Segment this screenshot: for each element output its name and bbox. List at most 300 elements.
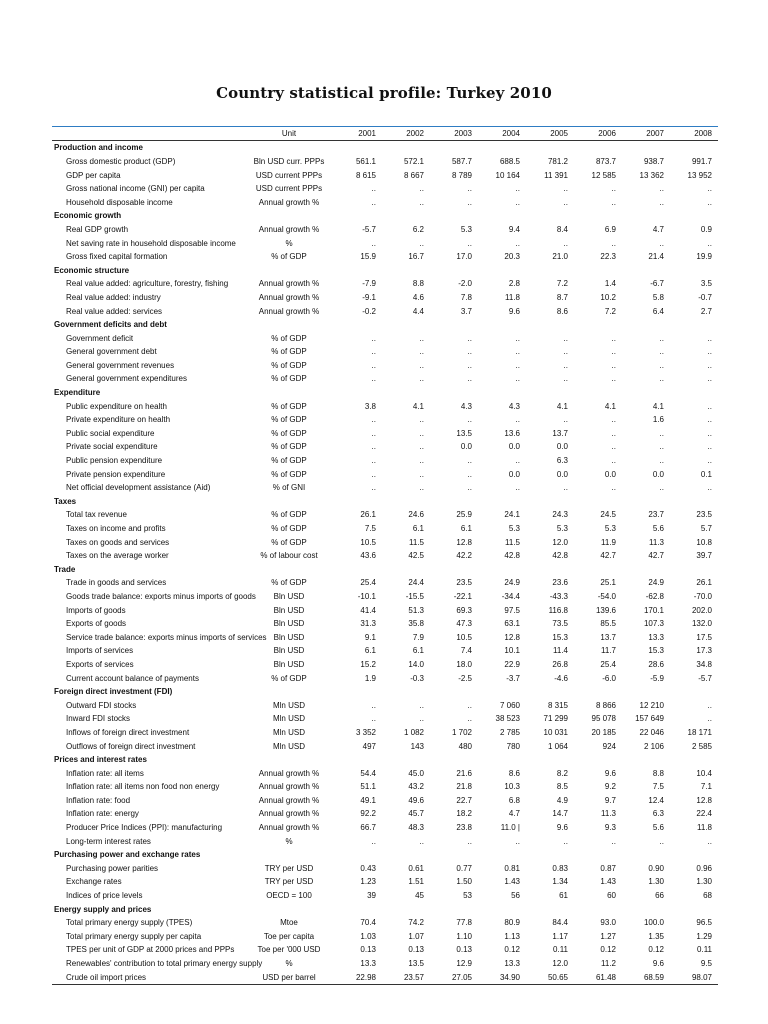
- value-cell: ..: [563, 483, 568, 493]
- value-cell: 10.3: [504, 782, 520, 792]
- indicator-label: Household disposable income: [66, 197, 173, 207]
- value-cell: 17.0: [456, 252, 472, 262]
- value-cell: 17.5: [696, 632, 712, 642]
- value-cell: 21.0: [552, 252, 568, 262]
- value-cell: 2 785: [499, 727, 520, 737]
- unit-cell: Mln USD: [272, 700, 305, 710]
- value-cell: 15.3: [648, 646, 664, 656]
- value-cell: 1.17: [552, 931, 568, 941]
- value-cell: ..: [659, 456, 664, 466]
- value-cell: ..: [419, 347, 424, 357]
- value-cell: ..: [515, 238, 520, 248]
- value-cell: 66: [655, 891, 664, 901]
- value-cell: ..: [563, 184, 568, 194]
- value-cell: 6.8: [508, 795, 520, 805]
- indicator-label: Public social expenditure: [66, 428, 155, 438]
- value-cell: 116.8: [548, 605, 568, 615]
- value-cell: 49.1: [360, 795, 376, 805]
- value-cell: 19.9: [696, 252, 712, 262]
- section-row: [52, 753, 718, 767]
- value-cell: 0.9: [700, 224, 712, 234]
- value-cell: 24.9: [504, 578, 520, 588]
- table-header: [52, 127, 718, 141]
- value-cell: ..: [515, 333, 520, 343]
- table-row: [52, 549, 718, 563]
- indicator-label: Public expenditure on health: [66, 401, 167, 411]
- value-cell: ..: [659, 360, 664, 370]
- value-cell: 8.4: [556, 224, 568, 234]
- value-cell: 68.59: [643, 972, 664, 982]
- value-cell: -62.8: [645, 591, 664, 601]
- value-cell: 1.10: [456, 931, 472, 941]
- value-cell: 139.6: [595, 605, 616, 615]
- value-cell: 84.4: [552, 918, 568, 928]
- value-cell: -7.9: [362, 279, 376, 289]
- value-cell: 1.07: [408, 931, 424, 941]
- value-cell: 5.3: [604, 524, 616, 534]
- value-cell: 21.6: [456, 768, 472, 778]
- value-cell: 781.2: [547, 156, 568, 166]
- value-cell: ..: [515, 415, 520, 425]
- table-row: [52, 889, 718, 903]
- indicator-label: Real value added: industry: [66, 292, 161, 302]
- value-cell: 95 078: [591, 714, 616, 724]
- section-row: [52, 209, 718, 223]
- indicator-label: Taxes on income and profits: [66, 524, 166, 534]
- value-cell: ..: [419, 428, 424, 438]
- value-cell: 0.83: [552, 863, 568, 873]
- value-cell: 0.13: [408, 945, 424, 955]
- unit-cell: Annual growth %: [258, 795, 320, 805]
- value-cell: ..: [659, 442, 664, 452]
- table-row: [52, 155, 718, 169]
- indicator-label: General government debt: [66, 347, 157, 357]
- unit-cell: % of GDP: [271, 252, 307, 262]
- value-cell: 0.12: [504, 945, 520, 955]
- unit-cell: USD current PPPs: [255, 184, 323, 194]
- table-row: [52, 508, 718, 522]
- value-cell: ..: [515, 456, 520, 466]
- table-row: [52, 440, 718, 454]
- unit-cell: Annual growth %: [258, 224, 320, 234]
- value-cell: 9.7: [604, 795, 616, 805]
- value-cell: ..: [419, 374, 424, 384]
- value-cell: 14.7: [552, 809, 568, 819]
- value-cell: 8.8: [652, 768, 664, 778]
- unit-cell: Annual growth %: [258, 823, 320, 833]
- value-cell: ..: [611, 836, 616, 846]
- value-cell: 23.7: [648, 510, 664, 520]
- value-cell: -10.1: [357, 591, 376, 601]
- indicator-label: Renewables' contribution to total primary energy supply: [66, 959, 263, 969]
- value-cell: 4.3: [508, 401, 520, 411]
- value-cell: 25.4: [600, 659, 616, 669]
- value-cell: 780: [506, 741, 520, 751]
- value-cell: 6.1: [412, 524, 424, 534]
- value-cell: 42.8: [504, 551, 520, 561]
- indicator-label: Private expenditure on health: [66, 415, 171, 425]
- value-cell: ..: [371, 456, 376, 466]
- value-cell: ..: [467, 347, 472, 357]
- value-cell: 34.90: [499, 972, 520, 982]
- header-year: 2002: [406, 129, 424, 138]
- table-row: [52, 250, 718, 264]
- value-cell: 170.1: [643, 605, 664, 615]
- value-cell: 991.7: [691, 156, 712, 166]
- value-cell: 2.8: [508, 279, 520, 289]
- table-row: [52, 739, 718, 753]
- indicator-label: General government revenues: [66, 360, 175, 370]
- value-cell: 15.2: [360, 659, 376, 669]
- value-cell: 1.9: [364, 673, 376, 683]
- value-cell: 20 185: [591, 727, 616, 737]
- table-row: [52, 712, 718, 726]
- value-cell: ..: [563, 238, 568, 248]
- value-cell: 4.1: [556, 401, 568, 411]
- value-cell: ..: [563, 415, 568, 425]
- value-cell: ..: [707, 333, 712, 343]
- section-row: [52, 685, 718, 699]
- value-cell: 132.0: [691, 619, 712, 629]
- value-cell: 11 391: [544, 170, 568, 180]
- value-cell: 35.8: [408, 619, 424, 629]
- value-cell: -43.3: [549, 591, 568, 601]
- value-cell: 13.3: [504, 959, 520, 969]
- value-cell: 22 046: [639, 727, 664, 737]
- table-row: [52, 807, 718, 821]
- value-cell: ..: [707, 360, 712, 370]
- value-cell: 0.77: [456, 863, 472, 873]
- value-cell: ..: [707, 714, 712, 724]
- value-cell: 21.8: [456, 782, 472, 792]
- value-cell: 14.0: [408, 659, 424, 669]
- value-cell: ..: [611, 428, 616, 438]
- value-cell: 60: [607, 891, 616, 901]
- value-cell: 0.87: [600, 863, 616, 873]
- value-cell: 0.43: [360, 863, 376, 873]
- value-cell: 61.48: [595, 972, 616, 982]
- value-cell: 10.8: [696, 537, 712, 547]
- unit-cell: Bln USD: [273, 659, 305, 669]
- value-cell: 1.35: [648, 931, 664, 941]
- value-cell: ..: [611, 197, 616, 207]
- value-cell: 69.3: [456, 605, 472, 615]
- unit-cell: % of GDP: [271, 537, 307, 547]
- value-cell: 1.29: [696, 931, 712, 941]
- value-cell: ..: [707, 483, 712, 493]
- value-cell: ..: [707, 836, 712, 846]
- table-row: [52, 631, 718, 645]
- table-row: [52, 617, 718, 631]
- unit-cell: Bln USD: [273, 632, 305, 642]
- section-heading: Trade: [54, 564, 76, 574]
- value-cell: 2.7: [700, 306, 712, 316]
- indicator-label: Net official development assistance (Aid): [66, 483, 211, 493]
- value-cell: ..: [611, 360, 616, 370]
- indicator-label: Inflation rate: food: [66, 795, 131, 805]
- value-cell: 13.3: [360, 959, 376, 969]
- value-cell: 4.3: [460, 401, 472, 411]
- unit-cell: Annual growth %: [258, 197, 320, 207]
- value-cell: ..: [371, 700, 376, 710]
- value-cell: 11.0 |: [500, 823, 520, 833]
- value-cell: 6.9: [604, 224, 616, 234]
- indicator-label: Inflation rate: all items: [66, 768, 144, 778]
- indicator-label: Exchange rates: [66, 877, 122, 887]
- value-cell: 22.9: [504, 659, 520, 669]
- value-cell: 24.4: [408, 578, 424, 588]
- value-cell: 56: [511, 891, 520, 901]
- value-cell: ..: [467, 333, 472, 343]
- value-cell: 15.9: [360, 252, 376, 262]
- value-cell: 10.4: [696, 768, 712, 778]
- value-cell: 92.2: [360, 809, 376, 819]
- value-cell: 4.1: [652, 401, 664, 411]
- value-cell: ..: [659, 333, 664, 343]
- value-cell: ..: [515, 360, 520, 370]
- value-cell: 6.3: [652, 809, 664, 819]
- table-row: [52, 658, 718, 672]
- value-cell: 1.43: [600, 877, 616, 887]
- value-cell: 0.81: [504, 863, 520, 873]
- value-cell: -9.1: [362, 292, 376, 302]
- table-row: [52, 576, 718, 590]
- table-row: [52, 427, 718, 441]
- value-cell: 0.90: [648, 863, 664, 873]
- indicator-label: Inflation rate: all items non food non energy: [66, 782, 220, 792]
- value-cell: -0.3: [410, 673, 424, 683]
- value-cell: 4.9: [556, 795, 568, 805]
- value-cell: 13.7: [600, 632, 616, 642]
- unit-cell: Bln USD: [273, 605, 305, 615]
- value-cell: 1.4: [604, 279, 616, 289]
- value-cell: 5.6: [652, 823, 664, 833]
- table-row: [52, 182, 718, 196]
- value-cell: 10 031: [543, 727, 568, 737]
- statistics-table: [52, 126, 718, 985]
- value-cell: 0.0: [460, 442, 472, 452]
- value-cell: 7.8: [460, 292, 472, 302]
- value-cell: ..: [467, 714, 472, 724]
- value-cell: 12.8: [456, 537, 472, 547]
- value-cell: 1 702: [451, 727, 472, 737]
- value-cell: 1 082: [403, 727, 424, 737]
- indicator-label: Real value added: agriculture, forestry, fishing: [66, 279, 229, 289]
- indicator-label: Gross national income (GNI) per capita: [66, 184, 205, 194]
- section-row: [52, 495, 718, 509]
- value-cell: 34.8: [696, 659, 712, 669]
- unit-cell: OECD = 100: [266, 891, 312, 901]
- value-cell: ..: [659, 238, 664, 248]
- header-row: [52, 127, 718, 141]
- value-cell: 98.07: [691, 972, 712, 982]
- value-cell: 70.4: [360, 918, 376, 928]
- indicator-label: Public pension expenditure: [66, 456, 163, 466]
- unit-cell: % of GDP: [271, 524, 307, 534]
- value-cell: 49.6: [408, 795, 424, 805]
- value-cell: 7.5: [364, 524, 376, 534]
- value-cell: 26.1: [360, 510, 376, 520]
- value-cell: 1.6: [652, 415, 664, 425]
- value-cell: 21.4: [648, 252, 664, 262]
- value-cell: 4.4: [412, 306, 424, 316]
- indicator-label: Imports of goods: [66, 605, 126, 615]
- table-row: [52, 535, 718, 549]
- value-cell: 9.1: [364, 632, 376, 642]
- value-cell: ..: [371, 836, 376, 846]
- value-cell: 23.6: [552, 578, 568, 588]
- unit-cell: Annual growth %: [258, 279, 320, 289]
- value-cell: 6.4: [652, 306, 664, 316]
- section-heading: Energy supply and prices: [54, 904, 152, 914]
- value-cell: ..: [611, 456, 616, 466]
- indicator-label: Inflows of foreign direct investment: [66, 727, 190, 737]
- value-cell: 61: [559, 891, 568, 901]
- table-row: [52, 767, 718, 781]
- value-cell: -34.4: [501, 591, 520, 601]
- value-cell: ..: [659, 197, 664, 207]
- value-cell: 11.7: [601, 646, 616, 656]
- value-cell: 572.1: [403, 156, 424, 166]
- value-cell: ..: [419, 469, 424, 479]
- section-row: [52, 141, 718, 155]
- section-row: [52, 563, 718, 577]
- value-cell: ..: [371, 184, 376, 194]
- unit-cell: Bln USD: [273, 646, 305, 656]
- value-cell: 68: [703, 891, 712, 901]
- value-cell: ..: [611, 374, 616, 384]
- value-cell: 1.23: [360, 877, 376, 887]
- value-cell: 11.4: [553, 646, 568, 656]
- value-cell: 3.5: [700, 279, 712, 289]
- value-cell: 0.0: [556, 442, 568, 452]
- value-cell: 7.5: [652, 782, 664, 792]
- table-row: [52, 196, 718, 210]
- indicator-label: Inward FDI stocks: [66, 714, 131, 724]
- value-cell: ..: [371, 347, 376, 357]
- table-row: [52, 277, 718, 291]
- value-cell: 18 171: [687, 727, 712, 737]
- indicator-label: Producer Price Indices (PPI): manufacturing: [66, 823, 223, 833]
- indicator-label: Net saving rate in household disposable income: [66, 238, 236, 248]
- value-cell: 12.8: [696, 795, 712, 805]
- value-cell: -0.7: [698, 292, 712, 302]
- value-cell: 10.5: [456, 632, 472, 642]
- unit-cell: % of GDP: [271, 456, 307, 466]
- value-cell: 80.9: [504, 918, 520, 928]
- value-cell: ..: [563, 347, 568, 357]
- value-cell: 3.8: [364, 401, 376, 411]
- table-row: [52, 794, 718, 808]
- value-cell: 6.3: [556, 456, 568, 466]
- unit-cell: Annual growth %: [258, 809, 320, 819]
- value-cell: 22.4: [696, 809, 712, 819]
- value-cell: 20.3: [504, 252, 520, 262]
- value-cell: ..: [611, 333, 616, 343]
- indicator-label: Outflows of foreign direct investment: [66, 741, 196, 751]
- value-cell: 0.13: [360, 945, 376, 955]
- value-cell: 2 585: [691, 741, 712, 751]
- header-year: 2001: [358, 129, 376, 138]
- table-row: [52, 413, 718, 427]
- value-cell: 25.4: [360, 578, 376, 588]
- section-heading: Economic structure: [54, 265, 130, 275]
- value-cell: ..: [419, 184, 424, 194]
- unit-cell: Annual growth %: [258, 782, 320, 792]
- indicator-label: Taxes on goods and services: [66, 537, 170, 547]
- value-cell: 0.61: [408, 863, 424, 873]
- value-cell: 9.6: [652, 959, 664, 969]
- value-cell: 12 210: [639, 700, 664, 710]
- value-cell: 9.6: [508, 306, 520, 316]
- unit-cell: % of GDP: [271, 415, 307, 425]
- value-cell: ..: [707, 347, 712, 357]
- section-heading: Government deficits and debt: [54, 320, 167, 330]
- indicator-label: Exports of services: [66, 659, 134, 669]
- value-cell: 12 585: [591, 170, 616, 180]
- value-cell: -0.2: [362, 306, 376, 316]
- value-cell: 688.5: [499, 156, 520, 166]
- unit-cell: %: [285, 959, 293, 969]
- value-cell: 8 667: [403, 170, 424, 180]
- unit-cell: Bln USD: [273, 619, 305, 629]
- table-row: [52, 726, 718, 740]
- table-row: [52, 291, 718, 305]
- value-cell: 1.34: [552, 877, 568, 887]
- value-cell: ..: [611, 442, 616, 452]
- value-cell: ..: [467, 483, 472, 493]
- header-year: 2004: [502, 129, 520, 138]
- header-year: 2005: [550, 129, 568, 138]
- value-cell: 9.5: [700, 959, 712, 969]
- indicator-label: Indices of price levels: [66, 891, 143, 901]
- indicator-label: Imports of services: [66, 646, 134, 656]
- value-cell: 7.2: [556, 279, 568, 289]
- value-cell: 8.5: [556, 782, 568, 792]
- value-cell: 3.7: [460, 306, 472, 316]
- value-cell: 1.50: [456, 877, 472, 887]
- value-cell: 7.2: [604, 306, 616, 316]
- value-cell: ..: [467, 836, 472, 846]
- table-row: [52, 590, 718, 604]
- value-cell: 1.30: [696, 877, 712, 887]
- value-cell: 48.3: [408, 823, 424, 833]
- value-cell: 96.5: [696, 918, 712, 928]
- table-row: [52, 862, 718, 876]
- value-cell: 28.6: [648, 659, 664, 669]
- unit-cell: Annual growth %: [258, 292, 320, 302]
- unit-cell: Bln USD: [273, 591, 305, 601]
- value-cell: 18.2: [456, 809, 472, 819]
- value-cell: 73.5: [552, 619, 568, 629]
- value-cell: -2.5: [458, 673, 472, 683]
- value-cell: ..: [371, 197, 376, 207]
- section-row: [52, 848, 718, 862]
- value-cell: 8 789: [451, 170, 472, 180]
- value-cell: 23.8: [456, 823, 472, 833]
- value-cell: -3.7: [506, 673, 520, 683]
- table-body: [52, 141, 718, 985]
- indicator-label: Real value added: services: [66, 306, 163, 316]
- table-row: [52, 332, 718, 346]
- value-cell: 561.1: [355, 156, 376, 166]
- value-cell: 0.96: [696, 863, 712, 873]
- value-cell: 13.5: [408, 959, 424, 969]
- unit-cell: %: [285, 238, 293, 248]
- value-cell: 24.9: [648, 578, 664, 588]
- value-cell: 4.7: [508, 809, 520, 819]
- table-row: [52, 467, 718, 481]
